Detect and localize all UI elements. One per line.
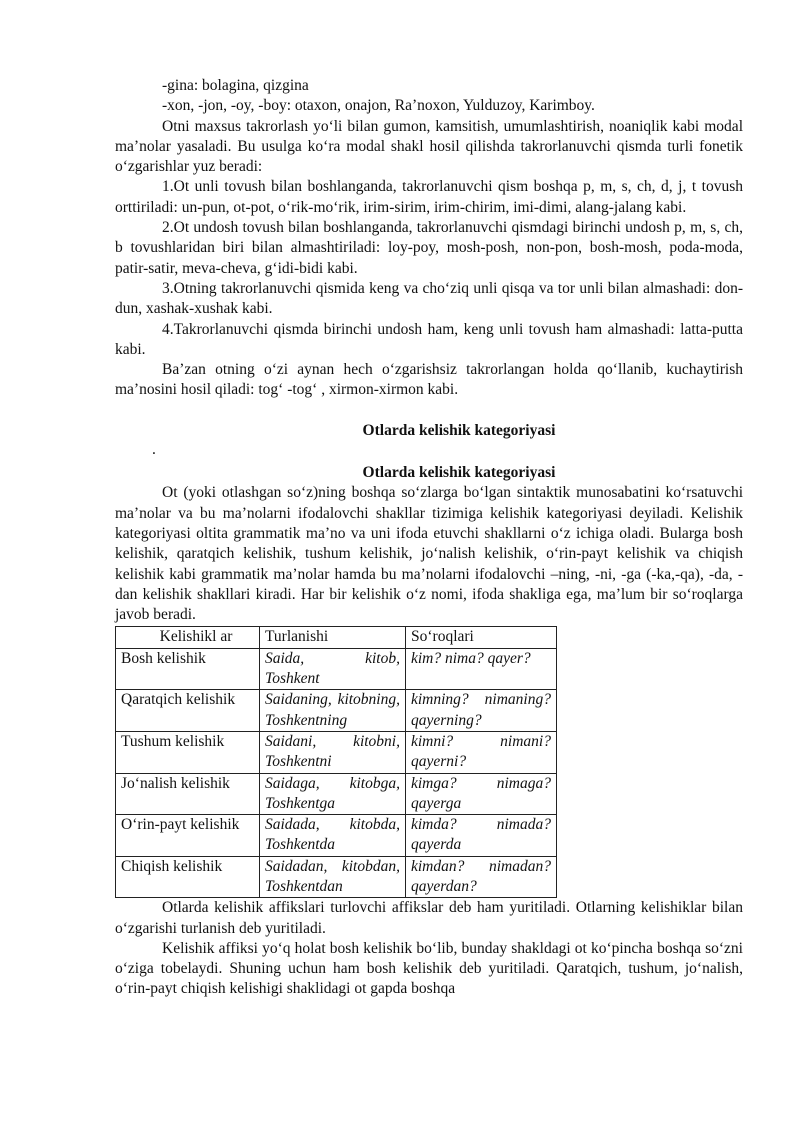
table-row xyxy=(116,815,557,857)
case-questions-cell: kimdan? nimadan? qayerdan? xyxy=(406,856,557,898)
case-name-cell: Chiqish kelishik xyxy=(116,856,260,898)
case-name-cell: Bosh kelishik xyxy=(116,648,260,690)
case-table xyxy=(115,626,557,898)
paragraph: 1.Ot unli tovush bilan boshlanganda, takrorlanuvchi qism boshqa p, m, s, ch, d, j, t tovush orttiriladi: un-pun, ot-pot, o‘rik-mo‘rik, irim-sirim, irim-chirim, imi-dimi, alang-jalang kabi. xyxy=(115,178,743,216)
section-heading: Otlarda kelishik kategoriyasi xyxy=(362,421,556,439)
paragraph: -gina: bolagina, qizgina xyxy=(162,77,309,94)
case-name-cell: Tushum kelishik xyxy=(116,731,260,773)
paragraph: Otlarda kelishik affikslari turlovchi affikslar deb ham yuritiladi. Otlarning kelishiklar bilan o‘zgarishi turlanish deb yuritiladi. xyxy=(115,899,743,937)
table-row xyxy=(116,731,557,773)
case-forms-cell: Saidani, kitobni, Toshkentni xyxy=(260,731,406,773)
case-name-cell: Jo‘nalish kelishik xyxy=(116,773,260,815)
paragraph: Ba’zan otning o‘zi aynan hech o‘zgarishsiz takrorlangan holda qo‘llanib, kuchaytirish ma’nosini hosil qiladi: tog‘ -tog‘ , xirmon-xirmon kabi. xyxy=(115,361,743,399)
case-questions-cell: kim? nima? qayer? xyxy=(406,648,557,690)
table-header-row xyxy=(116,627,557,648)
case-forms-cell: Saida, kitob, Toshkent xyxy=(260,648,406,690)
table-header-cell: Kelishikl ar xyxy=(116,627,260,648)
paragraph: Otni maxsus takrorlash yo‘li bilan gumon, kamsitish, umumlashtirish, noaniqlik kabi modal ma’nolar yasaladi. Bu usulga ko‘ra modal shakl hosil qilishda takrorlanuvchi qismda turli fonetik o‘zgarishlar yuz beradi: xyxy=(115,117,743,176)
case-questions-cell: kimda? nimada? qayerda xyxy=(406,815,557,857)
paragraph: 3.Otning takrorlanuvchi qismida keng va cho‘ziq unli qisqa va tor unli bilan almashadi: don-dun, xashak-xushak kabi. xyxy=(115,279,743,318)
case-questions-cell: kimga? nimaga? qayerga xyxy=(406,773,557,815)
case-forms-cell: Saidaga, kitobga, Toshkentga xyxy=(260,773,406,815)
case-name-cell: O‘rin-payt kelishik xyxy=(116,815,260,857)
paragraph: 4.Takrorlanuvchi qismda birinchi undosh ham, keng unli tovush ham almashadi: latta-putta kabi. xyxy=(115,320,743,358)
case-questions-cell: kimni? nimani? qayerni? xyxy=(406,731,557,773)
paragraph: 2.Ot undosh tovush bilan boshlanganda, takrorlanuvchi qismdagi birinchi undosh p, m, s, ch, b tovushlaridan biri bilan almashtiriladi: loy-poy, mosh-posh, non-pon, bosh-mosh, poda-moda, patir-satir, meva-cheva, g‘idi-bidi kabi. xyxy=(115,219,743,277)
paragraph: Kelishik affiksi yo‘q holat bosh kelishik bo‘lib, bunday shakldagi ot ko‘pincha boshqa so‘zni o‘ziga tobelaydi. Shuning uchun ham bosh kelishik deb yuritiladi. Qaratqich, tushum, jo‘nalish, o‘rin-payt chiqish kelishigi shaklidagi ot gapda boshqa xyxy=(115,939,743,998)
table-row xyxy=(116,856,557,898)
table-row xyxy=(116,648,557,690)
stray-dot: . xyxy=(152,441,156,459)
document-page xyxy=(115,76,743,1000)
section-subheading: Otlarda kelishik kategoriyasi xyxy=(362,464,556,482)
paragraph: -xon, -jon, -oy, -boy: otaxon, onajon, Ra’noxon, Yulduzoy, Karimboy. xyxy=(162,97,595,115)
intro-paragraph: Ot (yoki otlashgan so‘z)ning boshqa so‘zlarga bo‘lgan sintaktik munosabatini ko‘rsatuvchi ma’nolar va bu ma’nolarni ifodalovchi shakllar tizimiga kelishik kategoriyasi deyiladi. Kelishik kategoriyasi oltita grammatik ma’no va uni ifoda etuvchi shakllarni o‘z ichiga oladi. Bularga bosh kelishik, qaratqich kelishik, tushum kelishik, jo‘nalish kelishik, o‘rin-payt kelishik va chiqish kelishik kabi grammatik ma’nolar hamda bu ma’nolarni ifodalovchi –ning, -ni, -ga (-ka,-qa), -da, -dan kelishik shakllari kiradi. Har bir kelishik o‘z nomi, ifoda shakliga ega, ma’lum bir so‘roqlarga javob beradi. xyxy=(115,484,743,624)
table-header-cell: So‘roqlari xyxy=(406,627,557,648)
case-forms-cell: Saidada, kitobda, Toshkentda xyxy=(260,815,406,857)
case-name-cell: Qaratqich kelishik xyxy=(116,690,260,732)
case-questions-cell: kimning? nimaning? qayerning? xyxy=(406,690,557,732)
table-header-cell: Turlanishi xyxy=(260,627,406,648)
table-row xyxy=(116,690,557,732)
table-row xyxy=(116,773,557,815)
case-forms-cell: Saidadan, kitobdan, Toshkentdan xyxy=(260,856,406,898)
case-forms-cell: Saidaning, kitobning, Toshkentning xyxy=(260,690,406,732)
